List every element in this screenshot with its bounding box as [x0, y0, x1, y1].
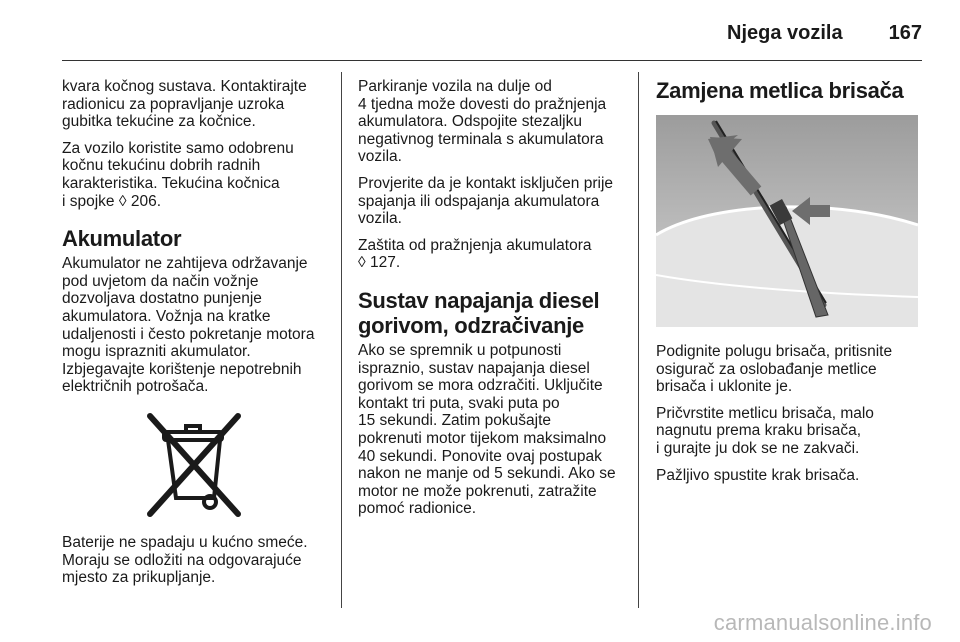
parking-paragraph: Parkiranje vozila na dulje od 4 tjedna može dovesti do pražnjenja akumulatora. Odspojite stezaljku negativnog terminala s akumulatora vozila.	[358, 78, 607, 166]
column-2	[358, 78, 626, 527]
header-rule	[62, 60, 922, 61]
battery-heading: Akumulator	[62, 226, 182, 252]
brake-paragraph-1: kvara kočnog sustava. Kontaktirajte radionicu za popravljanje uzroka gubitka tekućine za kočnice.	[62, 78, 307, 131]
column-divider	[341, 72, 342, 608]
wiper-heading: Zamjena metlica brisača	[656, 78, 904, 103]
diesel-bleeding-paragraph: Ako se spremnik u potpunosti ispraznio, sustav napajanja diesel gorivom se mora odzračiti. Uključite kontakt tri puta, svaki puta po 15 sekundi. Zatim pokušajte pokrenuti motor tijekom maksimalno 40 sekundi. Ponovite ovaj postupak nakon ne manje od 5 sekundi. Ako se motor ne može pokrenuti, zatražite pomoć radionice.	[358, 341, 616, 518]
brake-paragraph-2: Za vozilo koristite samo odobrenu kočnu tekućinu dobrih radnih karakteristika. Tekućina kočnica i spojke ◊ 206.	[62, 139, 294, 210]
page-number: 167	[888, 22, 922, 44]
page-header	[727, 22, 922, 45]
column-1	[62, 78, 327, 596]
wiper-replacement-illustration	[656, 115, 918, 327]
battery-disposal-paragraph: Baterije ne spadaju u kućno smeće. Moraju se odložiti na odgovarajuće mjesto za prikupljanje.	[62, 533, 308, 587]
ignition-paragraph: Provjerite da je kontakt isključen prije spajanja ili odspajanja akumulatora vozila.	[358, 174, 614, 228]
column-divider	[638, 72, 639, 608]
chapter-title: Njega vozila	[727, 22, 843, 44]
wiper-step-1: Podignite polugu brisača, pritisnite osigurač za oslobađanje metlice brisača i uklonite je.	[656, 343, 893, 396]
crossed-out-wheelie-bin-icon	[144, 410, 244, 520]
diesel-bleeding-heading: Sustav napajanja diesel gorivom, odzračivanje	[358, 287, 600, 338]
wiper-step-3: Pažljivo spustite krak brisača.	[656, 466, 860, 484]
battery-paragraph: Akumulator ne zahtijeva održavanje pod uvjetom da način vožnje dozvoljava dostatno punjenje akumulatora. Vožnja na kratke udaljenosti i često pokretanje motora mogu isprazniti akumulator. Izbjegavajte korištenje nepotrebnih električnih potrošača.	[62, 255, 315, 396]
wiper-step-2: Pričvrstite metlicu brisača, malo nagnutu prema kraku brisača, i gurajte ju dok se ne zakvači.	[656, 404, 874, 457]
column-3	[656, 78, 922, 493]
watermark: carmanualsonline.info	[713, 610, 932, 635]
discharge-protection-paragraph: Zaštita od pražnjenja akumulatora ◊ 127.	[358, 236, 592, 272]
